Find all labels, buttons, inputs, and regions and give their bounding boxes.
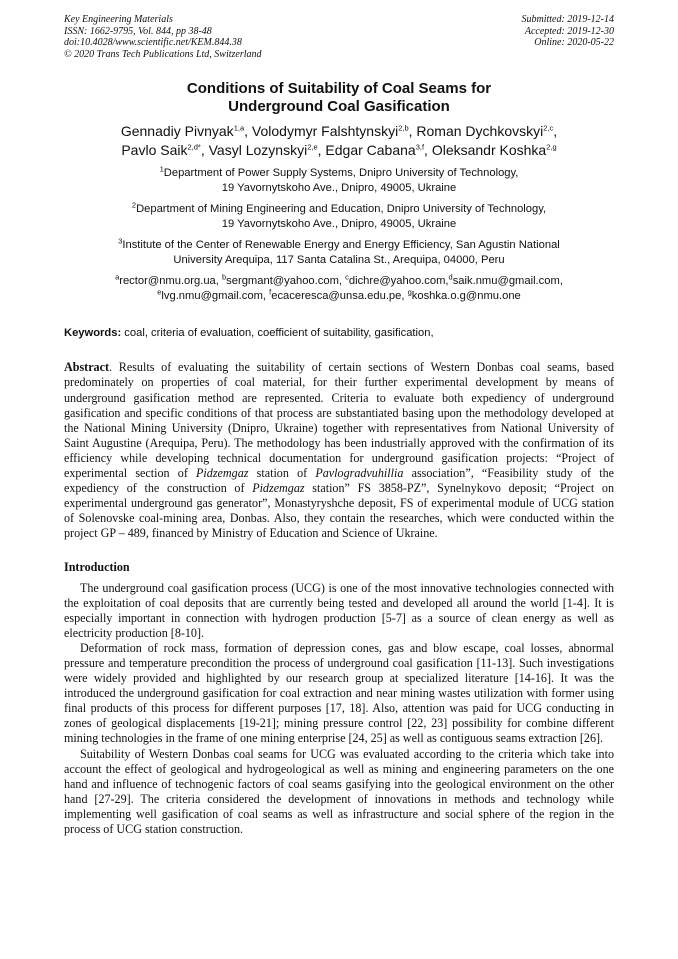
author (432, 142, 557, 158)
title-line-2: Underground Coal Gasification (228, 98, 450, 116)
keywords-text: coal, criteria of evaluation, coefficient of suitability, gasification, (121, 327, 434, 340)
affiliation-num: 3 (118, 236, 123, 246)
author-name: Gennadiy Pivnyak (120, 123, 234, 140)
paper-title (64, 80, 614, 116)
affiliation-line: 19 Yavornytskoho Ave., Dnipro, 49005, Ukraine (221, 218, 457, 231)
author: Roman Dychkovskyi$^{2,c}$, (416, 123, 558, 140)
author-list (64, 122, 614, 160)
accepted-date: Accepted: 2019-12-30 (524, 25, 614, 37)
dates-info (522, 14, 615, 60)
author: Vasyl Lozynskyi$^{2,e}$, (208, 142, 326, 159)
affiliation-line: University Arequipa, 117 Santa Catalina St., Arequipa, 04000, Peru (173, 254, 505, 267)
introduction-paragraph: Deformation of rock mass, formation of depression cones, gas and blow escape, coal losses, abnormal pressure and temperature precondition the process of underground coal gasification [11-13]. Such investigations were widely provided and highlighted by our research group at specialized literature [14-16]. It was the introduced the underground gasification for coal extraction and near mining wastes utilization with former using final products of this process for different purposes [17, 18]. Also, attention was paid for UCG conducting in zones of geological displacements [19-21]; mining pressure control [22, 23] possibility for combine different mining technologies in the frame of one mining enterprise [24, 25] as well as contiguous seams extraction [26]. (64, 640, 614, 746)
affiliation-line: Department of Mining Engineering and Education, Dnipro University of Technology, (136, 203, 547, 216)
author-name: Edgar Cabana (325, 142, 416, 159)
email: $^f$ecaceresca@unsa.edu.pe, (269, 287, 408, 303)
email: $^c$dichre@yahoo.com, (345, 272, 449, 288)
author: Volodymyr Falshtynskyi$^{2,b}$, (251, 123, 417, 140)
affiliation-2 (64, 202, 614, 232)
author-sup: 2,g (546, 142, 557, 152)
email-list (64, 274, 614, 304)
issn: ISSN: 1662-9795, Vol. 844, pp 38-48 (64, 25, 212, 37)
affiliation-num: 1 (159, 164, 164, 174)
author-sup: 3,f (415, 142, 425, 152)
affiliation-3 (64, 238, 614, 268)
email: $^e$lvg.nmu@gmail.com, (157, 287, 270, 303)
author-sup: 2,c (543, 123, 554, 133)
affiliation-line: Department of Power Supply Systems, Dnipro University of Technology, (163, 167, 519, 180)
email: $^b$sergmant@yahoo.com, (222, 272, 346, 288)
introduction-paragraph: Suitability of Western Donbas coal seams for UCG was evaluated according to the criteria which take into account the effect of geological and hydrogeological as well as mining and engineering parameters on the one hand and influence of technogenic factors of coal seams gasifying into the geological environment on the other hand [27-29]. The criteria considered the development of innovations in methods and technology while implementing well gasification of coal seams as well as infrastructure and social sphere of the region in the process of UCG station construction. (64, 746, 614, 836)
author-name: Volodymyr Falshtynskyi (251, 123, 399, 140)
affiliation-line: 19 Yavornytskoho Ave., Dnipro, 49005, Ukraine (221, 182, 457, 195)
affiliation-num: 2 (131, 200, 137, 210)
author-sup: 2,e (307, 142, 318, 152)
keywords-label: Keywords: (64, 327, 122, 340)
online-date: Online: 2020-05-22 (534, 37, 614, 49)
section-heading-introduction: Introduction (64, 559, 130, 574)
copyright: © 2020 Trans Tech Publications Ltd, Switzerland (64, 48, 262, 60)
journal-name: Key Engineering Materials (64, 14, 173, 25)
author-name: Oleksandr Koshka (431, 142, 547, 159)
affiliation-1 (64, 166, 614, 196)
abstract: Abstract. Results of evaluating the suitability of certain sections of Western Donbas coal seams, based predominately on properties of coal material, for their further experimental development by means of underground gasification method are represented. Criteria to evaluate both expediency of underground gasification and specific conditions of that process are substantiated basing upon the methodology developed at the National Mining University (Dnipro, Ukraine) together with representatives from National University of Saint Augustine (Arequipa, Peru). The methodology has been industrially approved with the confirmation of its efficiency while developing technical documentation for underground gasification projects: “Project of experimental section of Pidzemgaz station of Pavlogradvuhillia association”, “Feasibility study of the expediency of the construction of Pidzemgaz station” FS 3858-PZ”, Synelnykovo deposit; “Project on experimental underground gas generator”, Monastyryshche deposit, FS of experimental module of UCG station of Solenovske coal-mining area, Donbas. Also, they contain the researches, which were conducted within the project GP – 489, financed by Ministry of Education and Science of Ukraine. (64, 360, 614, 541)
email: $^a$rector@nmu.org.ua, (115, 272, 222, 288)
author-sup: 2,d* (187, 142, 201, 152)
author-name: Pavlo Saik (121, 142, 188, 159)
author: Edgar Cabana$^{3,f}$, (325, 142, 432, 159)
author: Gennadiy Pivnyak$^{1,a}$, (120, 123, 252, 140)
email: $^g$koshka.o.g@nmu.one (407, 287, 521, 303)
title-line-1: Conditions of Suitability of Coal Seams for (186, 80, 492, 98)
page-header (64, 14, 614, 60)
email: $^d$saik.nmu@gmail.com, (448, 272, 563, 288)
keywords (64, 326, 614, 341)
author-name: Roman Dychkovskyi (416, 123, 544, 140)
doi: doi:10.4028/www.scientific.net/KEM.844.38 (64, 37, 242, 49)
author-sup: 1,a (233, 123, 245, 133)
journal-info (64, 14, 262, 60)
author-sup: 2,b (398, 123, 409, 133)
abstract-label: Abstract (64, 360, 110, 375)
affiliation-line: Institute of the Center of Renewable Energy and Energy Efficiency, San Agustin National (122, 239, 560, 252)
submitted-date: Submitted: 2019-12-14 (521, 14, 614, 25)
author: Pavlo Saik$^{2,d*}$, (121, 142, 209, 159)
introduction-paragraph: The underground coal gasification process (UCG) is one of the most innovative technologies connected with the exploitation of coal deposits that are currently being tested and developed all around the world [1-4]. It is especially important in connection with hydrogen production [5-7] as a source of clean energy as well as electricity production [8-10]. (64, 580, 614, 640)
author-name: Vasyl Lozynskyi (208, 142, 308, 159)
